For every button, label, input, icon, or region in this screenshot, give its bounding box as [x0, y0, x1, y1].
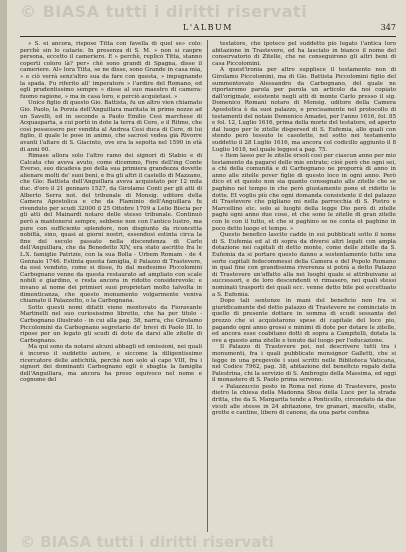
- header-rule: [20, 36, 396, 37]
- paragraph: Rimase allora solo l'altro ramo dei signori di Stabio e di Calcata che aveva avuto, come dicemmo, Fore dell'ing Conte Everso, suo dicadeva poi della sua primiera grandezza dovette alienare molti de' suoi beni, e fra gli altri il castello di Mazzano, che Gio: Battista dell'Anguillara aveva acquistato per 12 mila duc. d'oro il 21 gennaro 1527, da Girolamo Conti per gli atti di Alberto Serra not. del tribunale di Monsig. uditore della Camera Apostolica e che da Flaminio dell'Anguillara fu rivenduto per scudi 32000 il 25 Ottobre 1709 a Lelio Biscia per gli atti del Mainardi notaro delle stesso tribunale. Continuò però a mantenersi sempre, sebbene non con l'antico lustro, ma pure con sufficiente splendore, non disgiunto da riconcetta nobiltà, sino, quasi ai giorni nostri, essendosi estinta circa la fine del secolo passato nella discendenza di Carlo dell'Anguillara, che da Benedetto XIV, era stato ascritto fra le L.X. famiglie Patrizie, con la sua Bolla - Urbem Romam - de 4 Gennaio 1746. Estinta questa famiglia, il Palazzo di Trastevere, da essi venduto, come si disse, fu dal medesimo Piccolomini Carbognano venne da questa restaurato ad ampliato con scale nobili e giardino, e resta ancora in ridotto considerevole; e invano al nome dei primieri suoi proprietari molto talvolta in dimenticanza, che questo monumento volgarmente veniva chiamato il Palazzetto, o la Carbognana.: [20, 153, 202, 305]
- paragraph: » Palazzuccio posto in Roma nel rione di Trastevere, posto dietro la chiesa della Madonna Sboa della Luce per la strada dritta, che da S. Margarita tende a Ponticello, circondato da due vicoli alle stesse in 24 abitazione, tre granari, macello, stalle, grotte e cantine, libero di canone, da una parte confina: [212, 383, 396, 417]
- paragraph: Il Palazzo di Trastevere poi, nel descrivere tutti tra i monumenti, fra i quali pubblicate monsignor Galletti, che si legge in una pregevole i suoi scritti nelle Biblioteca Vaticana, nel Codice 7962, pag. 38, abitazione del beneficio regalo della Palestrina, chi la servizio di S. Ambrogio della Massima, ed oggi il monastero di S. Paolo prima servono.: [212, 344, 396, 384]
- running-head: [20, 23, 396, 35]
- right-column: [212, 41, 396, 532]
- paragraph: A quest'ironia per altro supplisce il testamento non di Girolamo Piccolomini, ma di Gio. Battista Piccolomini figlio del summentovato Alessandro da Carbognano, del quale ne riporteremo parola per parola un articolo da noi copiato dall'originale, esistente negli atti di monte Carlo presso il sig. Domenico Romani notaro di Monsig. uditore della Camera Apostolica è da suoi palazzo, e precisamente nel protocollo di testamenti del notaio Domenico Amadei, per l'anno 1616, fol. 85 e fol. 12, Luglio 1616, prima della morte del testatore, ed aperto dal luogo per le zitelle dispersed di S. Eufemia, allo quali con stendo però tessuto le casolette, nel sotto nei testamento suddetto il 28 Luglio 1616, ma ancora col codicillo aggiunto il 8 Luglio 1618, nel quale leggesi a pag. 75.: [212, 67, 396, 153]
- page-number: 347: [380, 23, 396, 32]
- page-binding-edge: [0, 0, 7, 552]
- paragraph: » S. ei ancora, rispose Titta con favella di quel se» colo: perchè sin lo catarie. In presenza di S. M. » non si caopre persona, eccetto il cameriero. E » perchè, replicò Titta, stanno coperti coloro là? per» chè sono grandi di Spagna, disse il cameriere. Al» lora Titta, se ne disse, sono Grande in casa mia, » e ciò verrà senz'altro sua da fare con questa, » impugnando la spada. Fu riferito all' imperatore » l'ardire del Romano, ed egli prudentissimo sempre » disse al suo maestro di camera: fuomo ragione, » ma in casa loro, e perciò acquietasi. »: [20, 41, 202, 100]
- paragraph: Sotto questi nomi difatti viene mentovato da Fioravante Martinelli nel suo curiosissimo libretto, che ha per titolo - Carbognano illustrato - in cui alla pag. 38, narra, che Girolamo Piccolomini da Carbognano segretario de' brevi di Paolo III. lo ripose per un legato gli scudi di dote da darsi alle zitelle di Carbognano.: [20, 304, 202, 344]
- paragraph: Questo benefico lascito cadde in sui pubblicati sotto il nome di S. Eufemia ed al di sopra da diversi altri legati con ampla dotazione nei capitali di detto monte, come delle zitelle da S. Eufemia da si portare questo danno a sostentamento tutte una sorte capitali fedecommessi della Camera e del Popolo Romano in qual fine con grandissima riverenza si potrà a detto Palazzo di Trastevere un'affatto alla nei luoghi quale si attribuivano ai successori, e de loro descendenti vi rimasero, nei quali stessi nominati trasporti dei quali ecc. venne detto bile poi eccettuato a S. Eufemia.: [212, 232, 396, 298]
- paragraph: Unico figlio di questo Gio. Battista, fu un altro vien chiamato Gio. Paolo, la Porzia dell'Anguillara maritata in prime nozze ad un Savelli, ed in seconde a Paolo Emilio Cesi marchese di Acquasparta, a cui portò in dote la terra di Cere, e il Ritmo, che così possessero per vendita al Andrea Cesi duca di Cere, di lui figlio, il quale le pose in animo, che sacrosi vedea già Rivorre avanti l'altare di S. Giacinto, ove era la sepolta nel 1590 in età di anni 60.: [20, 100, 202, 153]
- paragraph: Ma qui sono da notarsi alcuni abbagli ed omissioni, nei quali è incorso il suddetto autore, e siccome la diligentissimo ricercatore delle antichità, perchè non solo al capo VIII, fra i signori dei dominanti Carbognano egli è sbaglia la famiglia dell'Anguillara, ma ancora ha preso equivoco nel nome e cognome del: [20, 344, 202, 384]
- running-title: L'ALBUM: [183, 23, 233, 32]
- left-column: [20, 41, 202, 532]
- paragraph: « Item lasso per le zitelle orsoli così per ciascun anno per mio testamento da pagarsi delle mie entrate; cioè però che ogni sei, a chi della comunità e di Carbognano ne proporrà di anno in anno alle zitelle pover figlie di questo loco in ogni anno. Però dico et et questo non sia quanto consegnato alle zitelle che se paghino nel tempo in che però giustamente pone et ridotto le dotte. Et voglio più che ogni domanda consistente il del palazzo di Trastevere che pigliano mi nella parrocchia di S. Pietro e Marcellino etc. solo ai luoghi della legge Dio però di zitelle paghi ogni anno due cose, et che sono le zitelle di gran zitelle con le con il tutto, et che si paghino se ne conta et paghino in poco detto luogo et tempo. »: [212, 153, 396, 232]
- column-divider: [207, 40, 208, 532]
- paragraph: Dopo tali sentenze in mani del beneficio non fra si giuridicamente del detto palazzo di Trastevere ne cominciato in quello di presente dottare in somma di scudi sessanta del prezzo che si acquistarono spese di capitale del loco pio, pagando ogni anno grossi e minimi di dote per dotare le zitelle, ed ancora esse coabitano dotti di sopra a Campitelli, dotata la ove a questo ama zitelle e tenuto dal luogo per l'educazione.: [212, 298, 396, 344]
- watermark-bottom: © BIASA tutti i diritti riservati: [20, 533, 274, 551]
- paragraph: testatore, che ipoteco pel suddetto pio legato l'antica loro abitazione in Trastevere, ed ha lasciato in bianco il nome del conservatorio di Zitelle, che ne conseguirono gli altri beni di casa Piccolomini.: [212, 41, 396, 67]
- watermark-top: © BIASA tutti i diritti riservati: [20, 2, 308, 21]
